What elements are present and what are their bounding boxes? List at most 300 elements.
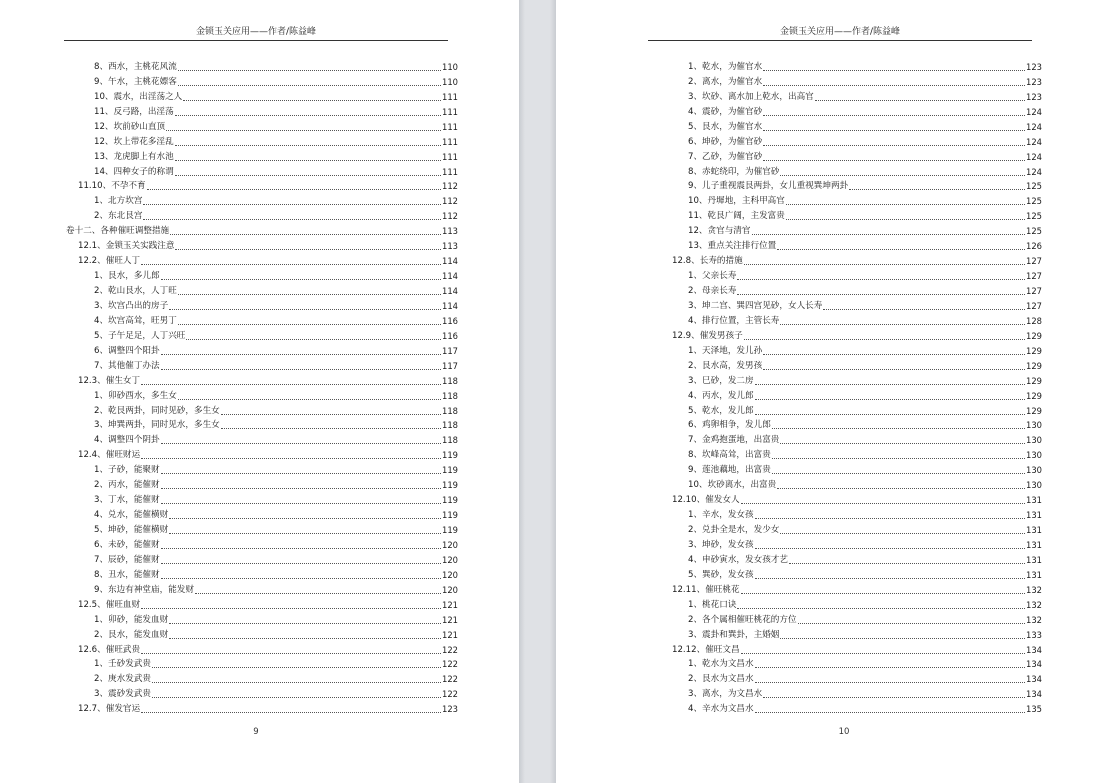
toc-entry[interactable] [66,446,458,461]
toc-entry[interactable] [660,163,1042,178]
dot-leader [169,518,441,519]
toc-entry-page: 118 [442,405,458,416]
toc-entry[interactable] [66,626,458,641]
toc-entry-page: 118 [442,420,458,431]
dot-leader [780,533,1025,534]
toc-entry[interactable] [66,641,458,656]
toc-entry[interactable] [66,461,458,476]
dot-leader [221,428,441,429]
toc-entry[interactable] [66,700,458,715]
toc-entry[interactable] [66,417,458,432]
toc-entry-page: 113 [442,241,458,252]
toc-entry-title: 2、艮水为文昌水 [688,674,754,685]
toc-entry-page: 130 [1026,480,1042,491]
toc-entry[interactable] [66,282,458,297]
toc-entry-page: 123 [1026,76,1042,87]
toc-entry[interactable] [66,133,458,148]
dot-leader [161,473,441,474]
toc-entry[interactable] [660,446,1042,461]
toc-entry-title: 2、艮水高，发男孩 [688,360,763,371]
dot-leader [161,578,441,579]
dot-leader [152,667,441,668]
toc-entry[interactable] [660,656,1042,671]
toc-entry-title: 1、壬砂发武贵 [94,659,152,670]
toc-entry-title: 5、乾水，发儿郎 [688,405,754,416]
table-of-contents [660,58,1042,715]
toc-entry-title: 11.10、不孕不育 [78,181,146,192]
toc-entry-title: 11、反弓路，出淫荡 [94,106,174,117]
toc-entry[interactable] [660,327,1042,342]
toc-entry[interactable] [660,700,1042,715]
dot-leader [169,623,441,624]
dot-leader [755,682,1025,683]
toc-entry-title: 7、辰砂，能催财 [94,554,160,565]
toc-entry-title: 12.4、催旺财运 [78,450,141,461]
toc-entry[interactable] [66,431,458,446]
toc-entry-title: 3、离水，为文昌水 [688,689,763,700]
toc-entry[interactable] [66,148,458,163]
dot-leader [161,548,441,549]
dot-leader [737,279,1025,280]
dot-leader [178,399,441,400]
toc-entry-page: 129 [1026,390,1042,401]
toc-entry-title: 10、丹墀地，主科甲高官 [688,196,785,207]
toc-entry-title: 12.6、催旺武贵 [78,644,141,655]
toc-entry[interactable] [66,88,458,103]
toc-entry-title: 3、震卦和巽卦，主婚姻 [688,629,780,640]
toc-entry-title: 5、坤砂，能催横财 [94,525,169,535]
toc-entry-title: 3、震砂发武贵 [94,689,152,700]
toc-entry-page: 112 [442,181,458,192]
toc-entry-page: 134 [1026,659,1042,670]
toc-entry-page: 125 [1026,211,1042,222]
toc-entry[interactable] [66,372,458,387]
toc-entry[interactable] [66,192,458,207]
toc-entry-page: 112 [442,196,458,207]
toc-entry-title: 9、午水，主桃花嫖客 [94,76,177,87]
toc-entry-title: 11、乾艮广阔，主发富贵 [688,211,785,222]
toc-entry[interactable] [660,506,1042,521]
dot-leader [798,623,1025,624]
toc-entry-title: 12.9、催发男孩子 [672,330,743,341]
toc-entry[interactable] [660,581,1042,596]
toc-entry[interactable] [660,402,1042,417]
dot-leader [169,309,441,310]
toc-entry-page: 129 [1026,375,1042,386]
toc-entry[interactable] [66,58,458,73]
page-header: 金锁玉关应用——作者/陈益峰 [195,27,317,37]
dot-leader [741,653,1025,654]
toc-entry-title: 4、兑水，能催横财 [94,510,169,521]
toc-entry-title: 9、莲池藕地，出富贵 [688,465,771,476]
toc-entry-page: 124 [1026,136,1042,147]
toc-entry-page: 125 [1026,226,1042,237]
toc-entry-title: 7、乙砂，为催官砂 [688,151,763,162]
toc-entry-page: 119 [442,510,458,521]
toc-entry-page: 131 [1026,525,1042,535]
toc-entry-page: 127 [1026,271,1042,282]
toc-entry-title: 8、西水，主桃花风流 [94,61,177,72]
dot-leader [763,369,1025,370]
toc-entry-page: 117 [442,360,458,371]
header-rule [648,40,1032,41]
toc-entry-page: 114 [442,271,458,282]
toc-entry-page: 121 [442,599,458,610]
toc-entry-title: 5、巽砂，发女孩 [688,569,754,580]
toc-entry[interactable] [66,566,458,581]
toc-entry[interactable] [66,118,458,133]
toc-entry-page: 111 [442,166,458,177]
dot-leader [777,249,1025,250]
toc-entry-title: 1、北方坎宫 [94,196,143,207]
toc-entry[interactable] [660,282,1042,297]
toc-entry-page: 118 [442,375,458,386]
dot-leader [195,593,441,594]
toc-entry[interactable] [66,207,458,222]
toc-entry[interactable] [66,536,458,551]
toc-entry[interactable] [660,461,1042,476]
toc-entry[interactable] [66,581,458,596]
toc-entry-title: 2、乾山艮水，人丁旺 [94,286,177,296]
toc-entry[interactable] [66,685,458,700]
toc-entry[interactable] [660,207,1042,222]
dot-leader [752,234,1026,235]
toc-entry[interactable] [660,297,1042,312]
dot-leader [161,354,441,355]
toc-entry-title: 1、乾水，为催官水 [688,61,763,72]
toc-entry-page: 110 [442,61,458,72]
toc-entry[interactable] [66,611,458,626]
dot-leader [780,175,1025,176]
page-gap [519,0,556,783]
toc-entry-page: 125 [1026,181,1042,192]
toc-entry-page: 123 [442,704,458,715]
page-number: 9 [253,727,259,737]
dot-leader [755,667,1025,668]
toc-entry-page: 134 [1026,644,1042,655]
toc-entry[interactable] [660,192,1042,207]
toc-entry-page: 111 [442,151,458,162]
dot-leader [186,339,441,340]
dot-leader [178,85,441,86]
toc-entry-page: 119 [442,495,458,506]
toc-entry[interactable] [66,237,458,252]
toc-entry-page: 130 [1026,450,1042,461]
toc-entry-page: 123 [1026,91,1042,102]
toc-entry-page: 117 [442,345,458,356]
toc-entry-page: 127 [1026,286,1042,296]
toc-entry[interactable] [66,491,458,506]
toc-entry[interactable] [660,491,1042,506]
dot-leader [763,145,1025,146]
dot-leader [161,443,441,444]
toc-entry-page: 121 [442,614,458,625]
toc-entry-title: 6、坤砂，为催官砂 [688,136,763,147]
dot-leader [175,145,441,146]
toc-entry[interactable] [660,596,1042,611]
dot-leader [175,115,441,116]
toc-entry[interactable] [660,611,1042,626]
toc-entry-page: 132 [1026,614,1042,625]
toc-entry-title: 3、巳砂，发二房 [688,375,754,386]
dot-leader [786,219,1025,220]
toc-entry-title: 6、未砂，能催财 [94,539,160,550]
dot-leader [763,354,1025,355]
dot-leader [147,189,441,190]
dot-leader [815,100,1025,101]
dot-leader [161,369,441,370]
toc-entry[interactable] [660,342,1042,357]
toc-entry-page: 119 [442,465,458,476]
dot-leader [763,130,1025,131]
toc-entry-page: 128 [1026,315,1042,326]
toc-entry[interactable] [66,506,458,521]
toc-entry[interactable] [660,417,1042,432]
dot-leader [161,279,441,280]
toc-entry-page: 131 [1026,510,1042,521]
dot-leader [763,70,1025,71]
toc-entry-page: 116 [442,315,458,326]
toc-entry[interactable] [66,521,458,536]
toc-entry-page: 120 [442,569,458,580]
toc-entry-title: 6、鸡卵相争，发儿郎 [688,420,771,431]
toc-entry-title: 2、离水，为催官水 [688,76,763,87]
toc-entry-page: 132 [1026,599,1042,610]
toc-entry[interactable] [660,252,1042,267]
dot-leader [161,488,441,489]
toc-entry[interactable] [660,267,1042,282]
dot-leader [152,697,441,698]
dot-leader [175,249,441,250]
toc-entry-title: 4、辛水为文昌水 [688,704,754,715]
toc-entry-title: 12.11、催旺桃花 [672,584,740,595]
dot-leader [772,458,1025,459]
dot-leader [755,548,1025,549]
toc-entry[interactable] [660,88,1042,103]
toc-entry[interactable] [66,551,458,566]
toc-entry[interactable] [660,566,1042,581]
dot-leader [141,264,441,265]
toc-entry-page: 111 [442,91,458,102]
toc-entry-title: 1、子砂，能聚财 [94,465,160,476]
toc-entry-page: 119 [442,450,458,461]
toc-entry-title: 8、赤蛇绕印，为催官砂 [688,166,780,177]
toc-entry[interactable] [66,312,458,327]
dot-leader [169,533,441,534]
toc-entry[interactable] [66,342,458,357]
toc-entry-page: 120 [442,554,458,565]
table-of-contents [66,58,458,715]
dot-leader [780,324,1025,325]
toc-entry[interactable] [660,536,1042,551]
dot-leader [161,503,441,504]
dot-leader [152,682,441,683]
toc-entry[interactable] [66,327,458,342]
toc-entry[interactable] [660,685,1042,700]
dot-leader [175,160,441,161]
toc-entry-title: 8、坎峰高耸，出富贵 [688,450,771,461]
dot-leader [755,518,1025,519]
toc-entry-page: 113 [442,226,458,237]
toc-entry[interactable] [66,387,458,402]
toc-entry-title: 4、震砂，为催官砂 [688,106,763,117]
toc-entry-page: 130 [1026,435,1042,446]
toc-entry-page: 120 [442,584,458,595]
toc-entry[interactable] [660,237,1042,252]
toc-entry-page: 124 [1026,106,1042,117]
toc-entry[interactable] [660,357,1042,372]
toc-entry-title: 12.12、催旺文昌 [672,644,740,655]
page-number: 10 [838,727,850,737]
toc-entry-page: 111 [442,106,458,117]
toc-entry-title: 6、调整四个阳卦 [94,345,160,356]
dot-leader [755,399,1025,400]
dot-leader [178,294,441,295]
toc-entry-title: 9、东边有神堂庙，能发财 [94,584,194,595]
toc-entry[interactable] [660,387,1042,402]
header-rule [64,40,448,41]
dot-leader [161,563,441,564]
toc-entry[interactable] [66,163,458,178]
toc-entry[interactable] [660,222,1042,237]
toc-entry[interactable] [660,521,1042,536]
toc-entry-title: 7、金鸡抱蛋地，出富贵 [688,435,780,446]
toc-entry[interactable] [66,402,458,417]
toc-entry-title: 14、四种女子的称谓 [94,166,174,177]
toc-entry-title: 13、重点关注排行位置 [688,241,777,252]
toc-entry[interactable] [660,641,1042,656]
toc-entry[interactable] [66,252,458,267]
toc-entry-page: 112 [442,211,458,222]
toc-entry-title: 2、乾艮两卦，同时见砂，多生女 [94,405,220,416]
toc-entry-page: 131 [1026,539,1042,550]
toc-entry[interactable] [66,357,458,372]
toc-entry-title: 3、坤二宫、巽四宫见砂，女人长寿 [688,300,823,311]
toc-entry-page: 111 [442,136,458,147]
toc-entry[interactable] [66,178,458,193]
toc-entry-title: 2、庚水发武贵 [94,674,152,685]
dot-leader [143,219,441,220]
toc-entry-page: 120 [442,539,458,550]
page-header: 金锁玉关应用——作者/陈益峰 [779,27,901,37]
toc-entry[interactable] [660,133,1042,148]
toc-entry-title: 3、坎砂、离水加上乾水，出高官 [688,91,814,102]
toc-entry[interactable] [660,372,1042,387]
toc-entry-title: 2、兑卦全是水，发少女 [688,525,780,535]
toc-entry-title: 12.5、催旺血财 [78,599,141,610]
toc-entry-title: 12.2、催旺人丁 [78,256,141,267]
dot-leader [763,85,1025,86]
dot-leader [166,130,441,131]
toc-entry-page: 129 [1026,405,1042,416]
dot-leader [141,458,441,459]
toc-entry[interactable] [660,476,1042,491]
toc-entry[interactable] [66,670,458,685]
dot-leader [780,443,1025,444]
toc-entry[interactable] [66,73,458,88]
dot-leader [755,414,1025,415]
toc-entry-title: 3、坎宫凸出的房子 [94,300,169,311]
toc-entry[interactable] [660,73,1042,88]
toc-entry[interactable] [66,596,458,611]
toc-entry[interactable] [66,476,458,491]
toc-entry-title: 1、卯砂，能发血财 [94,614,169,625]
toc-entry[interactable] [660,551,1042,566]
toc-entry[interactable] [660,148,1042,163]
toc-entry[interactable] [66,297,458,312]
toc-entry[interactable] [660,431,1042,446]
toc-entry[interactable] [66,656,458,671]
dot-leader [763,160,1025,161]
toc-entry-title: 1、桃花口诀 [688,599,737,610]
toc-entry-page: 114 [442,256,458,267]
toc-entry[interactable] [660,118,1042,133]
toc-entry-page: 133 [1026,629,1042,640]
toc-entry-page: 124 [1026,166,1042,177]
toc-entry-page: 129 [1026,360,1042,371]
toc-entry-page: 124 [1026,151,1042,162]
toc-entry-page: 130 [1026,420,1042,431]
toc-entry-title: 4、丙水，发儿郎 [688,390,754,401]
toc-entry-page: 132 [1026,584,1042,595]
dot-leader [178,70,441,71]
toc-entry[interactable] [660,103,1042,118]
toc-entry-title: 5、子午足足，人丁兴旺 [94,330,186,341]
toc-entry-title: 1、卯砂酉水，多生女 [94,390,177,401]
dot-leader [780,638,1025,639]
toc-entry-page: 127 [1026,256,1042,267]
dot-leader [772,428,1025,429]
toc-entry-page: 119 [442,525,458,535]
toc-entry-title: 2、母亲长寿 [688,286,737,296]
toc-entry-page: 125 [1026,196,1042,207]
toc-entry-title: 12.10、催发女人 [672,495,740,506]
dot-leader [777,488,1025,489]
toc-entry-page: 111 [442,121,458,132]
toc-entry-title: 8、丑水，能催财 [94,569,160,580]
toc-entry[interactable] [660,178,1042,193]
toc-entry[interactable] [66,103,458,118]
toc-entry[interactable] [660,626,1042,641]
toc-entry[interactable] [66,267,458,282]
dot-leader [763,697,1025,698]
toc-entry-page: 131 [1026,554,1042,565]
toc-entry-title: 2、东北艮宫 [94,211,143,222]
toc-entry-page: 127 [1026,300,1042,311]
toc-entry-title: 1、父亲长寿 [688,271,737,282]
dot-leader [741,593,1025,594]
toc-entry-page: 135 [1026,704,1042,715]
toc-entry[interactable] [66,222,458,237]
toc-entry[interactable] [660,670,1042,685]
toc-entry-title: 1、天泽地，发儿孙 [688,345,763,356]
toc-entry-page: 123 [1026,61,1042,72]
toc-entry-page: 110 [442,76,458,87]
toc-entry-title: 2、各个属相催旺桃花的方位 [688,614,797,625]
dot-leader [737,608,1025,609]
dot-leader [763,115,1025,116]
toc-entry[interactable] [660,312,1042,327]
dot-leader [772,473,1025,474]
dot-leader [141,608,441,609]
toc-entry-title: 12.1、金锁玉关实践注意 [78,241,175,252]
toc-entry-page: 124 [1026,121,1042,132]
toc-entry-page: 122 [442,659,458,670]
toc-entry-title: 12.8、长寿的措施 [672,256,743,267]
toc-entry[interactable] [660,58,1042,73]
dot-leader [755,578,1025,579]
dot-leader [744,339,1025,340]
